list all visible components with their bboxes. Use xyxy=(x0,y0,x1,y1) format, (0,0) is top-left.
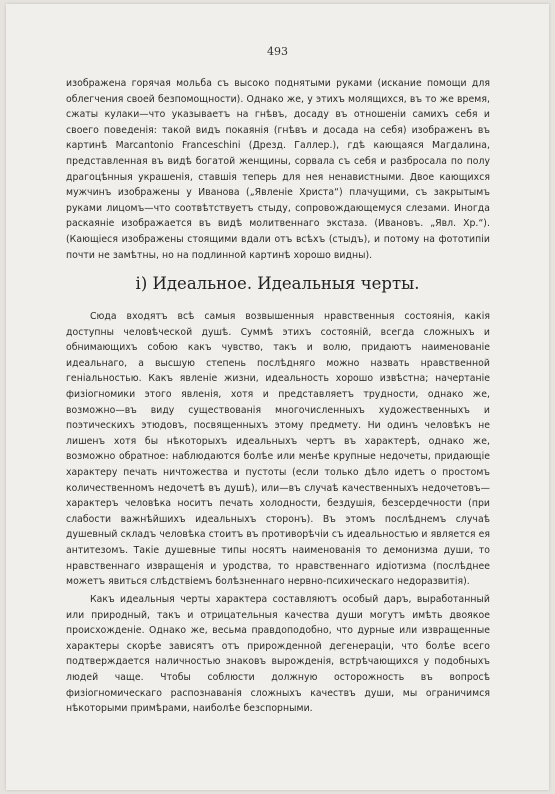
paragraph-ideal: Сюда входятъ всѣ самыя возвышенныя нравственныя состоянія, какія доступны человѣческой душѣ. Суммѣ этихъ состояній, всегда сложныхъ и обнимающихъ собою какъ чувство, такъ и волю, придаютъ наименованіе идеальнаго, а высшую степень послѣдняго можно назвать нравственной геніальностью. Какъ явленіе жизни, идеальность хорошо извѣстна; начертаніе физіогномики этого явленія, хотя и представляетъ трудности, однако же, возможно—въ виду существованія многочисленныхъ художественныхъ и поэтическихъ этюдовъ, посвященныхъ этому предмету. Ни одинъ человѣкъ не лишенъ хотя бы нѣкоторыхъ идеальныхъ чертъ въ характерѣ, однако же, возможно обратное: наблюдаются болѣе или менѣе крупные недочеты, придающіе характеру печать ничтожества и пустоты (если только дѣло идетъ о простомъ количественномъ недочетѣ въ душѣ), или—въ случаѣ качественныхъ недочетовъ—характеръ человѣка носитъ печать холодности, бездушія, безсердечности (при слабости важнѣйшихъ идеальныхъ сторонъ). Въ этомъ послѣднемъ случаѣ душевный складъ человѣка стоитъ въ противорѣчіи съ идеальностью и является ея антитезомъ. Такіе душевные типы носятъ наименованія то демонизма души, то нравственнаго извращенія и уродства, то нравственнаго идіотизма (послѣднее можетъ явиться слѣдствіемъ болѣзненнаго нервно-психическаго недоразвитія). xyxy=(66,311,490,588)
page-number: 493 xyxy=(267,45,288,58)
paragraph-character: Какъ идеальныя черты характера составляютъ особый даръ, выработанный или природный, такъ и отрицательныя качества души могутъ имѣть двоякое происхожденіе. Однако же, весьма правдоподобно, что дурные или извращенные характеры скорѣе зависятъ отъ прирожденной дегенераціи, что болѣе всего подтверждается наличностью знаковъ вырожденія, встрѣчающихся у подобныхъ людей чаще. Чтобы соблюсти должную осторожность въ вопросѣ физіогномическаго распознаванія сложныхъ качествъ души, мы ограничимся нѣкоторыми примѣрами, наиболѣе безспорными. xyxy=(66,594,490,715)
paragraph-intro: изображена горячая мольба съ высоко поднятыми руками (искание помощи для облегчения своей безпомощности). Однако же, у этихъ молящихся, въ то же время, сжаты кулаки—что указываетъ на гнѣвъ, досаду въ отношеніи самихъ себя и своего поведенія: такой видъ покаянія (гнѣвъ и досада на себя) изображенъ въ картинѣ Marcantonio Franceschini (Дрезд. Галлер.), гдѣ кающаяся Магдалина, представленная въ видѣ богатой женщины, сорвала съ себя и разбросала по полу драгоцѣнныя украшенія, ставшія теперь для нея ненавистными. Двое кающихся мужчинъ изображены у Иванова („Явленіе Христа“) плачущими, съ закрытымъ руками лицомъ—что соотвѣтствуетъ стыду, сопровождающемуся слезами. Иногда раскаяніе изображается въ видѣ молитвеннаго экстаза. (Ивановъ. „Явл. Хр.“). (Кающіеся изображены стоящими вдали отъ всѣхъ (стыдъ), и потому на фототипіи почти не замѣтны, но на подлинной картинѣ хорошо видны). xyxy=(66,78,490,261)
book-page xyxy=(6,4,549,790)
section-heading: і) Идеальное. Идеальныя черты. xyxy=(135,274,420,293)
